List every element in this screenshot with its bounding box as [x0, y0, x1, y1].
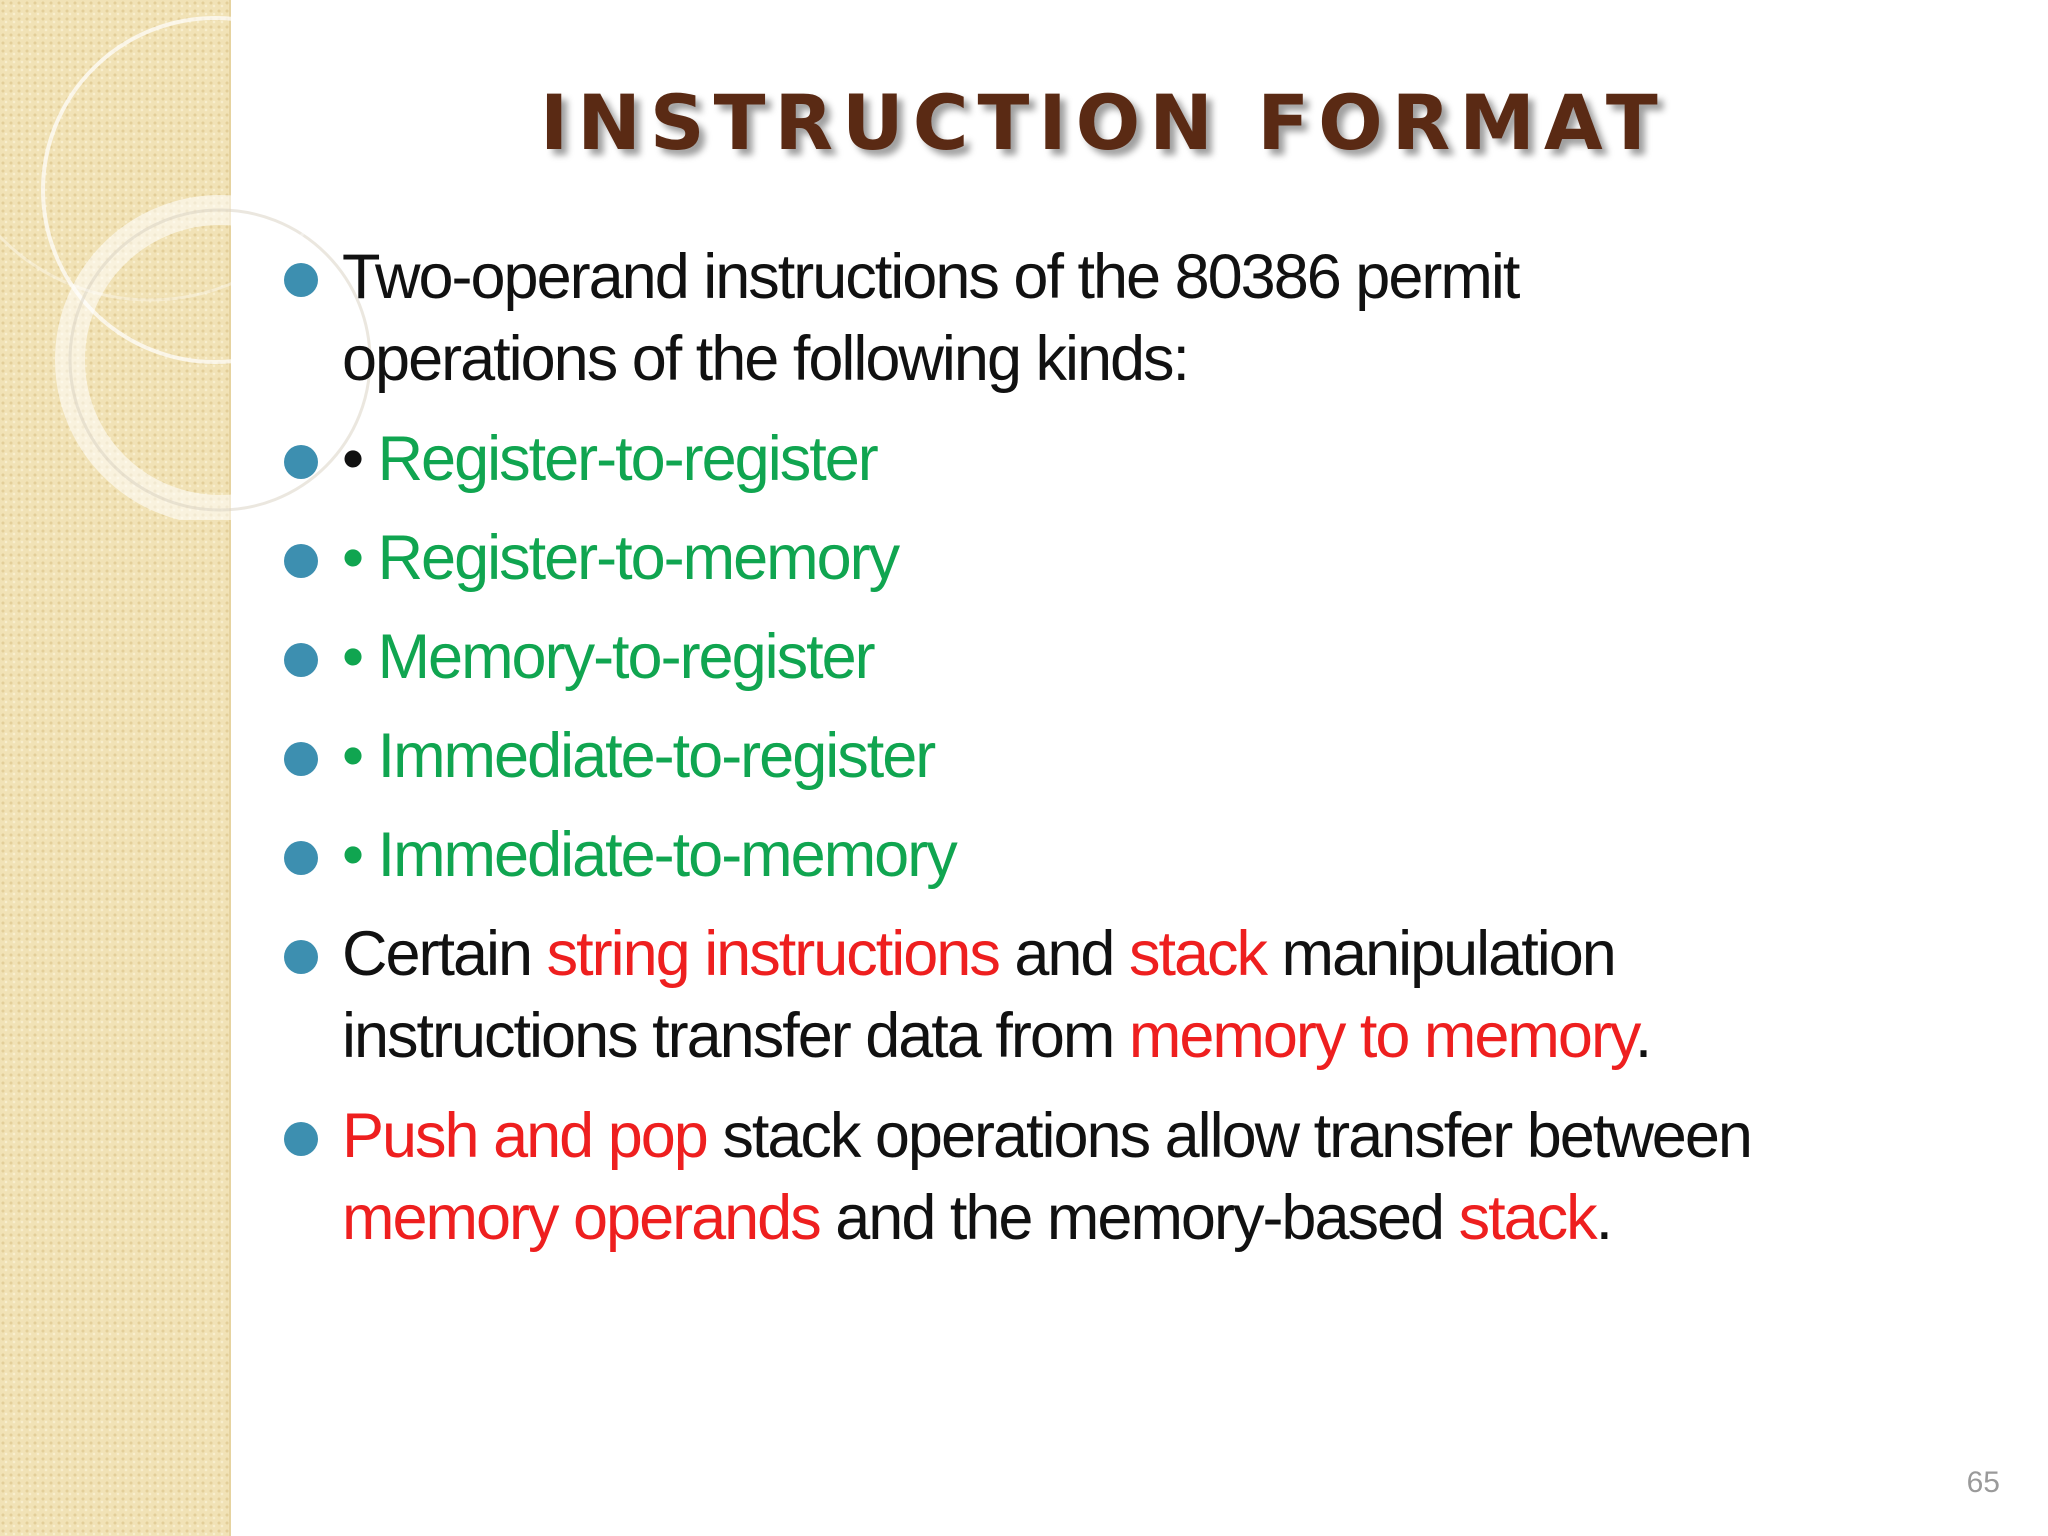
bullet-dot-icon	[284, 1122, 318, 1156]
word: and	[1014, 919, 1114, 989]
bullet-dot-icon	[284, 544, 318, 578]
bullet-line	[342, 236, 1910, 318]
operation-kind: Register-to-register	[377, 424, 877, 494]
bullet-item	[280, 814, 1910, 896]
sub-bullet-marker: •	[342, 622, 378, 692]
text-run: .	[1595, 1183, 1612, 1253]
highlight-word: instructions	[704, 919, 999, 989]
operation-kind: Immediate-to-register	[377, 721, 935, 791]
bullet-item	[280, 616, 1910, 698]
word: instructions	[703, 242, 998, 312]
sub-bullet-marker: •	[342, 820, 378, 890]
highlight-phrase: memory to memory	[1128, 1001, 1635, 1071]
highlight-word: stack	[1128, 919, 1267, 989]
bullet-line	[342, 995, 1910, 1077]
bullet-dot-icon	[284, 940, 318, 974]
word: the	[1077, 242, 1160, 312]
bullet-item	[280, 517, 1910, 599]
bullet-line: operations of the following kinds:	[342, 324, 1189, 394]
highlight-phrase: Push and pop	[342, 1101, 707, 1171]
bullet-line	[342, 1095, 1910, 1177]
text-run: stack operations allow transfer between	[706, 1101, 1751, 1171]
word: of	[1013, 242, 1062, 312]
word: 80386	[1174, 242, 1340, 312]
bullet-item	[280, 1095, 1910, 1259]
bullet-dot-icon	[284, 643, 318, 677]
bullet-item	[280, 913, 1910, 1077]
highlight-word: string	[546, 919, 689, 989]
text-run: .	[1634, 1001, 1651, 1071]
page-number: 65	[1966, 1466, 2000, 1499]
sub-bullet-marker: •	[342, 721, 378, 791]
bullet-dot-icon	[284, 263, 318, 297]
text-run: and the memory-based	[819, 1183, 1459, 1253]
operation-kind: Immediate-to-memory	[377, 820, 956, 890]
bullet-dot-icon	[284, 445, 318, 479]
word: manipulation	[1281, 919, 1615, 989]
slide-title: INSTRUCTION FORMAT	[540, 78, 1667, 167]
bullet-dot-icon	[284, 742, 318, 776]
bullet-item	[280, 715, 1910, 797]
bullet-list	[280, 236, 1910, 1277]
text-run: instructions transfer data from	[342, 1001, 1129, 1071]
operation-kind: Memory-to-register	[377, 622, 874, 692]
highlight-word: stack	[1458, 1183, 1596, 1253]
highlight-phrase: memory operands	[342, 1183, 820, 1253]
bullet-dot-icon	[284, 841, 318, 875]
operation-kind: Register-to-memory	[377, 523, 899, 593]
word: Two-operand	[342, 242, 688, 312]
bullet-line	[342, 913, 1910, 995]
bullet-line	[342, 1177, 1910, 1259]
word: permit	[1355, 242, 1519, 312]
bullet-item	[280, 236, 1910, 400]
sub-bullet-marker: •	[342, 424, 378, 494]
word: Certain	[342, 919, 532, 989]
bullet-item	[280, 418, 1910, 500]
sub-bullet-marker: •	[342, 523, 378, 593]
